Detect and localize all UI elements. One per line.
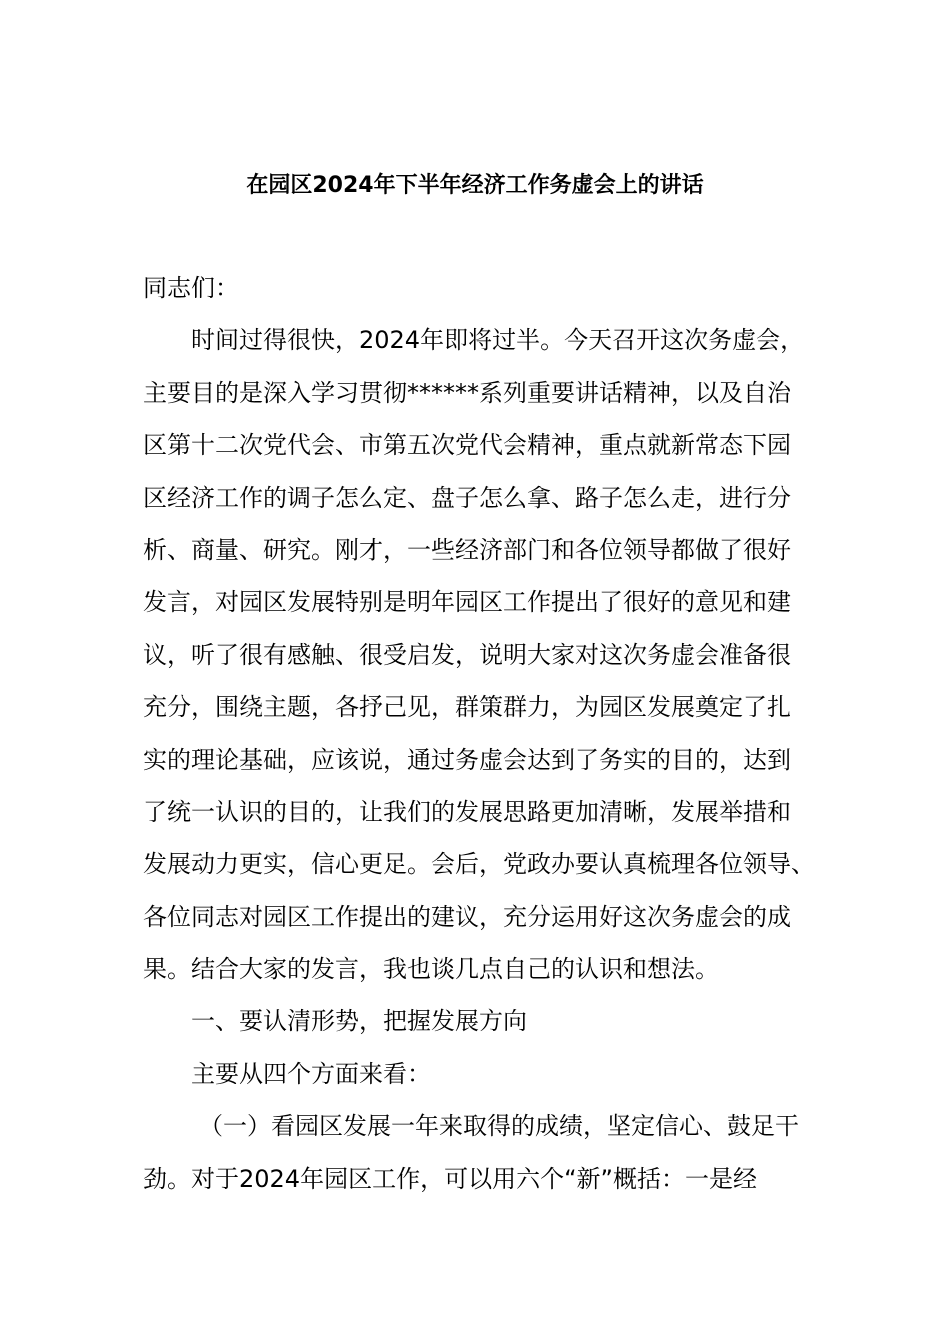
salutation-line: 同志们：	[143, 274, 239, 302]
paragraph-line: 各位同志对园区工作提出的建议，充分运用好这次务虚会的成	[143, 902, 791, 931]
paragraph-line: 时间过得很快，2024年即将过半。今天召开这次务虚会，	[191, 326, 805, 355]
paragraph-line: 了统一认识的目的，让我们的发展思路更加清晰，发展举措和	[143, 797, 791, 826]
paragraph-line: 议，听了很有感触、很受启发，说明大家对这次务虚会准备很	[143, 640, 791, 669]
paragraph-line: 劲。对于2024年园区工作，可以用六个“新”概括：一是经	[143, 1164, 757, 1193]
paragraph-line: 实的理论基础，应该说，通过务虚会达到了务实的目的，达到	[143, 745, 791, 774]
paragraph-line: 析、商量、研究。刚才，一些经济部门和各位领导都做了很好	[143, 535, 791, 564]
paragraph-line: 发言，对园区发展特别是明年园区工作提出了很好的意见和建	[143, 588, 791, 617]
paragraph-line: 充分，围绕主题，各抒己见，群策群力，为园区发展奠定了扎	[143, 693, 791, 722]
paragraph-line: 区经济工作的调子怎么定、盘子怎么拿、路子怎么走，进行分	[143, 483, 791, 512]
paragraph-line: 区第十二次党代会、市第五次党代会精神，重点就新常态下园	[143, 431, 791, 460]
paragraph-line: 果。结合大家的发言，我也谈几点自己的认识和想法。	[143, 955, 719, 984]
document-title: 在园区2024年下半年经济工作务虚会上的讲话	[246, 173, 704, 198]
subsection-line: （一）看园区发展一年来取得的成绩，坚定信心、鼓足干	[199, 1112, 799, 1141]
section-heading: 一、要认清形势，把握发展方向	[191, 1007, 527, 1036]
paragraph-line: 主要目的是深入学习贯彻******系列重要讲话精神，以及自治	[143, 378, 791, 407]
document-body	[143, 268, 863, 1211]
paragraph-line: 发展动力更实，信心更足。会后，党政办要认真梳理各位领导、	[143, 850, 815, 879]
paragraph-line: 主要从四个方面来看：	[191, 1059, 431, 1088]
